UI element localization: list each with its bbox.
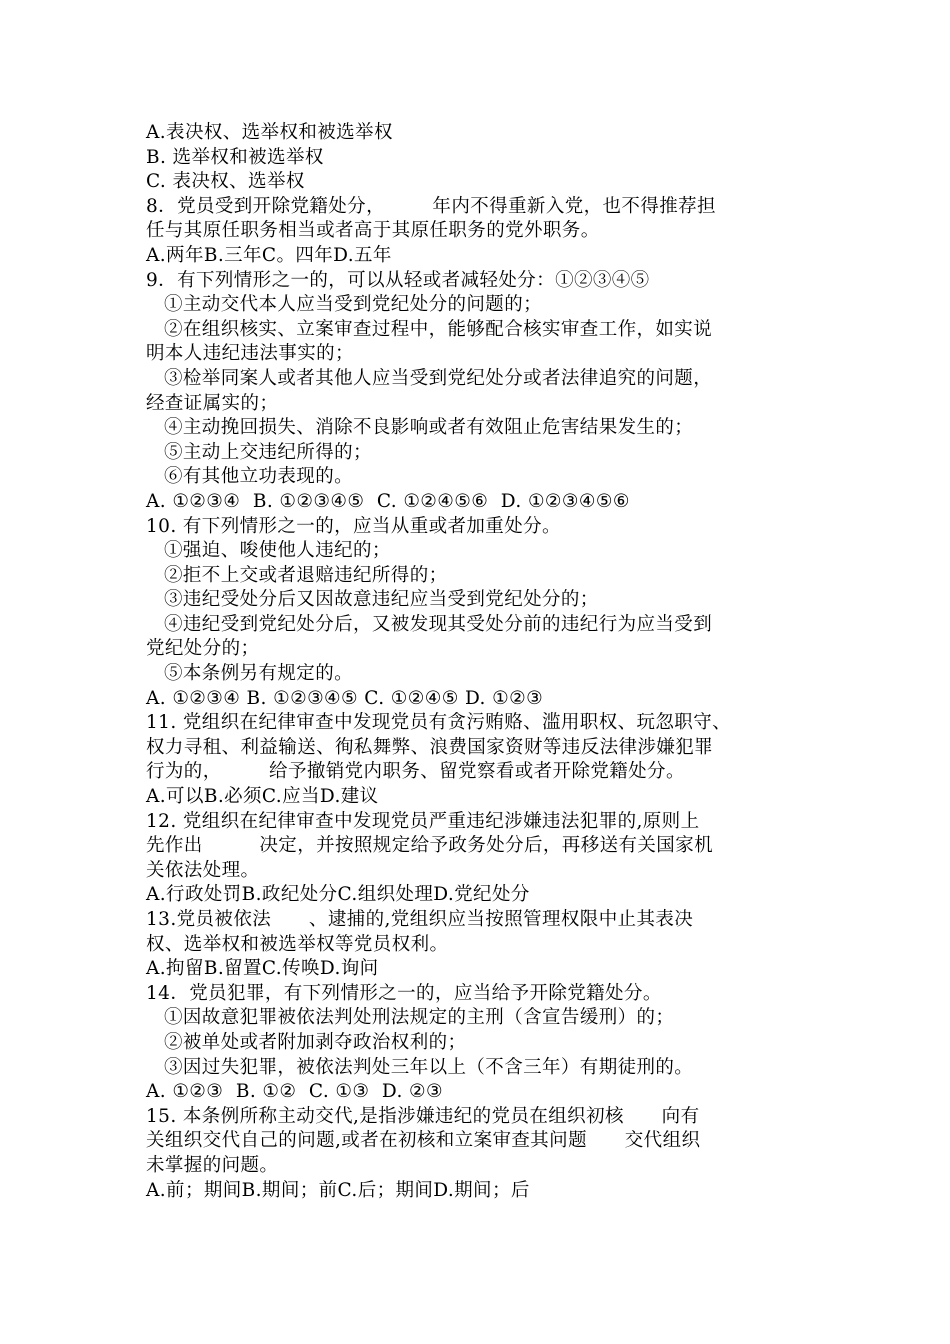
text-line: A.两年B.三年C。四年D.五年 bbox=[146, 244, 392, 266]
text-line: 11. 党组织在纪律审查中发现党员有贪污贿赂、滥用职权、玩忽职守、 bbox=[146, 712, 732, 734]
text-line: ④主动挽回损失、消除不良影响或者有效阻止危害结果发生的； bbox=[164, 417, 694, 439]
text-line: ②拒不上交或者退赔违纪所得的； bbox=[164, 564, 448, 586]
text-line: 权力寻租、利益输送、徇私舞弊、浪费国家资财等违反法律涉嫌犯罪 bbox=[146, 736, 714, 758]
text-line: ⑤主动上交违纪所得的； bbox=[164, 441, 372, 463]
text-line: A.拘留B.留置C.传唤D.询问 bbox=[146, 958, 379, 980]
text-line: ⑤本条例另有规定的。 bbox=[164, 663, 354, 685]
text-line: ②被单处或者附加剥夺政治权利的； bbox=[164, 1031, 467, 1053]
text-line: ⑥有其他立功表现的。 bbox=[164, 466, 354, 488]
text-line: 党纪处分的； bbox=[146, 638, 260, 660]
text-line: 行为的， 给予撤销党内职务、留党察看或者开除党籍处分。 bbox=[146, 761, 685, 783]
text-line: 10. 有下列情形之一的，应当从重或者加重处分。 bbox=[146, 515, 561, 537]
text-line: 任与其原任职务相当或者高于其原任职务的党外职务。 bbox=[146, 220, 600, 242]
text-line: 经查证属实的； bbox=[146, 392, 279, 414]
text-line: 12. 党组织在纪律审查中发现党员严重违纪涉嫌违法犯罪的,原则上 bbox=[146, 810, 700, 832]
text-line: A.可以B.必须C.应当D.建议 bbox=[146, 786, 379, 808]
text-line: B. 选举权和被选举权 bbox=[146, 146, 324, 168]
text-line: 14．党员犯罪，有下列情形之一的，应当给予开除党籍处分。 bbox=[146, 982, 662, 1004]
text-line: ①强迫、唆使他人违纪的； bbox=[164, 540, 391, 562]
text-line: ③检举同案人或者其他人应当受到党纪处分或者法律追究的问题， bbox=[164, 367, 713, 389]
text-line: 权、选举权和被选举权等党员权利。 bbox=[146, 933, 449, 955]
text-line: 15. 本条例所称主动交代,是指涉嫌违纪的党员在组织初核 向有 bbox=[146, 1105, 700, 1127]
text-line: A.行政处罚B.政纪处分C.组织处理D.党纪处分 bbox=[146, 884, 530, 906]
text-line: C. 表决权、选举权 bbox=[146, 171, 305, 193]
text-line: ③违纪受处分后又因故意违纪应当受到党纪处分的； bbox=[164, 589, 599, 611]
text-line: ②在组织核实、立案审查过程中，能够配合核实审查工作，如实说 bbox=[164, 318, 713, 340]
text-line: ①因故意犯罪被依法判处刑法规定的主刑（含宣告缓刑）的； bbox=[164, 1007, 675, 1029]
text-line: 未掌握的问题。 bbox=[146, 1154, 279, 1176]
text-line: A. ①②③④ B. ①②③④⑤ C. ①②④⑤ D. ①②③ bbox=[146, 687, 544, 709]
text-line: 关依法处理。 bbox=[146, 859, 260, 881]
text-line: ③因过失犯罪，被依法判处三年以上（不含三年）有期徒刑的。 bbox=[164, 1056, 694, 1078]
text-line: 先作出 决定，并按照规定给予政务处分后，再移送有关国家机 bbox=[146, 835, 714, 857]
text-line: A. ①②③④ B. ①②③④⑤ C. ①②④⑤⑥ D. ①②③④⑤⑥ bbox=[146, 490, 630, 512]
text-line: 13.党员被依法 、逮捕的,党组织应当按照管理权限中止其表决 bbox=[146, 909, 694, 930]
text-line: ①主动交代本人应当受到党纪处分的问题的； bbox=[164, 294, 543, 316]
text-line: 明本人违纪违法事实的； bbox=[146, 343, 354, 365]
text-line: 关组织交代自己的问题,或者在初核和立案审查其问题 交代组织 bbox=[146, 1130, 701, 1152]
text-line: A. ①②③ B. ①② C. ①③ D. ②③ bbox=[146, 1081, 444, 1103]
text-line: ④违纪受到党纪处分后，又被发现其受处分前的违纪行为应当受到 bbox=[164, 613, 713, 635]
text-line: A.表决权、选举权和被选举权 bbox=[146, 122, 393, 143]
text-line: 8．党员受到开除党籍处分， 年内不得重新入党，也不得推荐担 bbox=[146, 195, 716, 217]
text-line: A.前；期间B.期间；前C.后；期间D.期间；后 bbox=[146, 1179, 530, 1201]
text-line: 9．有下列情形之一的，可以从轻或者减轻处分：①②③④⑤ bbox=[146, 269, 650, 291]
